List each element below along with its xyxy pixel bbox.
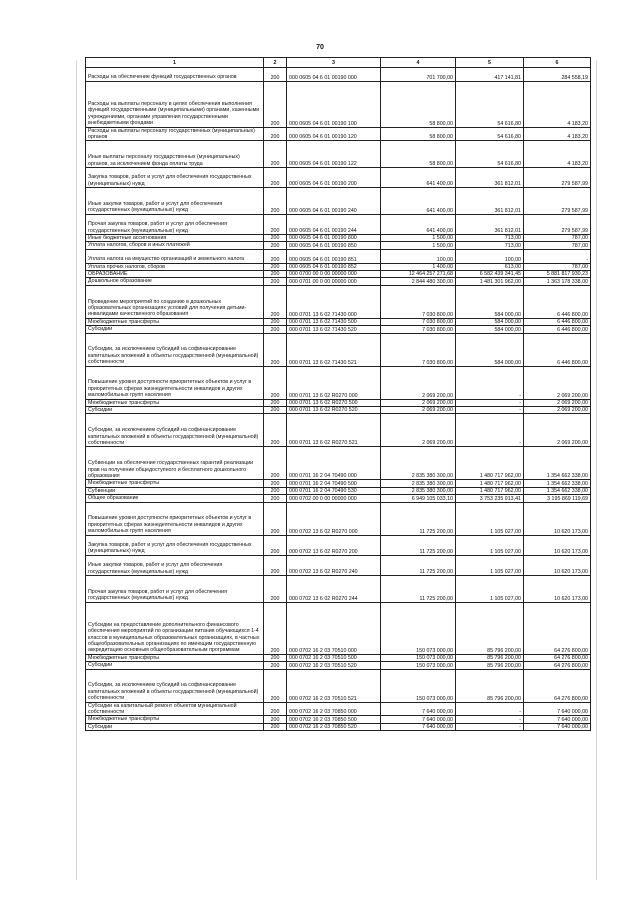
row-remaining: 3 195 869 119,69 <box>524 495 591 502</box>
row-remaining: 1 354 662 338,00 <box>524 480 591 487</box>
table-row <box>86 654 591 661</box>
row-classifier: 000 0605 04 6 01 00190 244 <box>287 214 381 234</box>
row-approved: 701 700,00 <box>381 68 456 82</box>
row-classifier: 000 0702 13 6 02 R0270 240 <box>287 555 381 575</box>
row-name: Межбюджетные трансферты <box>86 318 264 325</box>
row-executed: 85 796 200,00 <box>456 669 524 702</box>
row-code: 200 <box>264 555 287 575</box>
row-approved: 11 725 200,00 <box>381 555 456 575</box>
table-row <box>86 263 591 270</box>
row-executed: - <box>456 716 524 723</box>
row-executed: 1 105 027,00 <box>456 502 524 535</box>
table-header-row <box>86 58 591 68</box>
row-remaining: 6 446 800,00 <box>524 285 591 318</box>
table-row <box>86 81 591 127</box>
row-remaining: 279 587,99 <box>524 188 591 215</box>
row-classifier: 000 0702 16 2 03 70850 000 <box>287 702 381 716</box>
row-remaining: 10 620 173,00 <box>524 576 591 603</box>
row-executed: 1 105 027,00 <box>456 535 524 555</box>
row-code: 200 <box>264 278 287 285</box>
table-row <box>86 333 591 366</box>
row-executed: 584 000,00 <box>456 318 524 325</box>
page-number: 70 <box>316 44 324 51</box>
row-name: Расходы на выплаты персоналу государственных (муниципальных) органов <box>86 127 264 141</box>
table-row <box>86 555 591 575</box>
table-body <box>86 68 591 731</box>
row-name: Субсидии <box>86 723 264 730</box>
row-name: Субвенции на обеспечение государственных гарантий реализации прав на получение общедоступного и бесплатного дошкольного образования <box>86 447 264 480</box>
row-approved: 641 400,00 <box>381 168 456 188</box>
row-remaining: 4 183,20 <box>524 127 591 141</box>
row-classifier: 000 0605 04 6 01 00190 800 <box>287 234 381 241</box>
table-row <box>86 487 591 494</box>
row-name: Уплата налога на имущество организаций и земельного налога <box>86 249 264 263</box>
row-executed: 713,00 <box>456 234 524 241</box>
row-executed: 3 753 235 913,41 <box>456 495 524 502</box>
row-approved: 7 640 000,00 <box>381 723 456 730</box>
table-row <box>86 168 591 188</box>
row-approved: 2 069 200,00 <box>381 407 456 414</box>
row-code: 200 <box>264 399 287 406</box>
row-code: 200 <box>264 487 287 494</box>
row-remaining: 10 620 173,00 <box>524 535 591 555</box>
row-classifier: 000 0605 04 6 01 00190 240 <box>287 188 381 215</box>
row-name: Закупка товаров, работ и услуг для обеспечения государственных (муниципальных) нужд <box>86 535 264 555</box>
row-executed: 85 796 200,00 <box>456 662 524 669</box>
row-classifier: 000 0702 13 6 02 R0270 000 <box>287 502 381 535</box>
row-code: 200 <box>264 366 287 399</box>
table-row <box>86 447 591 480</box>
row-remaining: 2 069 200,00 <box>524 366 591 399</box>
row-remaining: 1 354 662 338,00 <box>524 487 591 494</box>
row-code: 200 <box>264 447 287 480</box>
row-code: 200 <box>264 662 287 669</box>
row-executed: 1 105 027,00 <box>456 555 524 575</box>
row-code: 200 <box>264 333 287 366</box>
row-executed: 584 000,00 <box>456 326 524 333</box>
column-header-3: 3 <box>287 58 381 68</box>
row-executed: 713,00 <box>456 242 524 249</box>
table-row <box>86 249 591 263</box>
table-row <box>86 414 591 447</box>
row-approved: 7 640 000,00 <box>381 716 456 723</box>
row-executed: 361 812,01 <box>456 168 524 188</box>
table-row <box>86 278 591 285</box>
table-row <box>86 214 591 234</box>
row-code: 200 <box>264 326 287 333</box>
row-classifier: 000 0605 04 6 01 00190 850 <box>287 242 381 249</box>
column-header-4: 4 <box>381 58 456 68</box>
table-row <box>86 502 591 535</box>
row-executed: 1 105 027,00 <box>456 576 524 603</box>
row-classifier: 000 0701 13 6 02 71430 000 <box>287 285 381 318</box>
row-remaining: 4 183,20 <box>524 81 591 127</box>
row-classifier: 000 0701 13 6 02 R0270 520 <box>287 407 381 414</box>
row-executed: 417 141,81 <box>456 68 524 82</box>
row-classifier: 000 0701 13 6 02 R0270 521 <box>287 414 381 447</box>
row-executed: 54 616,80 <box>456 81 524 127</box>
row-remaining: 787,00 <box>524 263 591 270</box>
row-approved: 150 073 000,00 <box>381 662 456 669</box>
row-approved: 11 725 200,00 <box>381 576 456 603</box>
row-classifier: 000 0701 13 6 02 R0270 000 <box>287 366 381 399</box>
row-code: 200 <box>264 702 287 716</box>
row-approved: 150 073 000,00 <box>381 669 456 702</box>
row-name: Субсидии <box>86 407 264 414</box>
column-header-6: 6 <box>524 58 591 68</box>
row-classifier: 000 0702 16 2 03 70510 000 <box>287 602 381 654</box>
row-name: Прочая закупка товаров, работ и услуг для обеспечения государственных (муниципальных) нужд <box>86 576 264 603</box>
row-classifier: 000 0605 04 6 01 00190 852 <box>287 263 381 270</box>
row-approved: 2 835 380 300,00 <box>381 480 456 487</box>
table-row <box>86 662 591 669</box>
row-name: Межбюджетные трансферты <box>86 480 264 487</box>
row-classifier: 000 0701 13 6 02 71430 521 <box>287 333 381 366</box>
row-classifier: 000 0701 16 2 04 70490 530 <box>287 487 381 494</box>
row-executed: 54 616,80 <box>456 141 524 168</box>
row-name: Субсидии на предоставление дополнительного финансового обеспечения мероприятий по организации питания обучающихся 1-4 классов в муниципальных образовательных организациях, в частных общеобразовательных организациях по имеющим государственную аккредитацию основным общеобразовательным программам <box>86 602 264 654</box>
row-code: 200 <box>264 414 287 447</box>
row-classifier: 000 0701 16 2 04 70490 000 <box>287 447 381 480</box>
row-approved: 150 073 000,00 <box>381 602 456 654</box>
row-classifier: 000 0700 00 0 00 00000 000 <box>287 270 381 277</box>
table-row <box>86 495 591 502</box>
row-approved: 7 030 800,00 <box>381 318 456 325</box>
row-classifier: 000 0702 16 2 03 70510 521 <box>287 669 381 702</box>
row-classifier: 000 0702 16 2 03 70510 500 <box>287 654 381 661</box>
row-approved: 7 030 800,00 <box>381 326 456 333</box>
row-code: 200 <box>264 285 287 318</box>
row-name: Общее образование <box>86 495 264 502</box>
row-remaining: 64 276 800,00 <box>524 662 591 669</box>
row-classifier: 000 0702 16 2 03 70850 520 <box>287 723 381 730</box>
row-classifier: 000 0605 04 6 01 00190 200 <box>287 168 381 188</box>
row-executed: - <box>456 399 524 406</box>
row-name: Прочая закупка товаров, работ и услуг для обеспечения государственных (муниципальных) нужд <box>86 214 264 234</box>
row-remaining: 4 183,20 <box>524 141 591 168</box>
row-executed: - <box>456 407 524 414</box>
table-row <box>86 366 591 399</box>
row-executed: 85 796 200,00 <box>456 602 524 654</box>
row-approved: 7 030 800,00 <box>381 285 456 318</box>
table-row <box>86 188 591 215</box>
row-remaining: 10 620 173,00 <box>524 555 591 575</box>
row-code: 200 <box>264 318 287 325</box>
row-remaining: 1 354 662 338,00 <box>524 447 591 480</box>
row-approved: 2 069 200,00 <box>381 414 456 447</box>
row-name: Иные закупки товаров, работ и услуг для обеспечения государственных (муниципальных) нужд <box>86 555 264 575</box>
row-approved: 1 500,00 <box>381 242 456 249</box>
row-executed: 613,00 <box>456 263 524 270</box>
row-name: Субсидии, за исключением субсидий на софинансирование капитальных вложений в объекты государственной (муниципальной) собственности <box>86 414 264 447</box>
row-code: 200 <box>264 480 287 487</box>
row-remaining: 6 446 800,00 <box>524 333 591 366</box>
table-row <box>86 480 591 487</box>
row-code: 200 <box>264 576 287 603</box>
row-classifier: 000 0702 00 0 00 00000 000 <box>287 495 381 502</box>
table-row <box>86 326 591 333</box>
row-approved: 2 835 380 300,00 <box>381 487 456 494</box>
row-remaining: 64 276 800,00 <box>524 602 591 654</box>
row-approved: 100,00 <box>381 249 456 263</box>
row-code: 200 <box>264 669 287 702</box>
table-row <box>86 702 591 716</box>
row-approved: 2 835 380 300,00 <box>381 447 456 480</box>
row-executed: - <box>456 702 524 716</box>
table-row <box>86 716 591 723</box>
row-remaining: 279 587,99 <box>524 168 591 188</box>
row-code: 200 <box>264 234 287 241</box>
row-classifier: 000 0701 16 2 04 70490 500 <box>287 480 381 487</box>
row-classifier: 000 0605 04 6 01 00190 120 <box>287 127 381 141</box>
row-name: Расходы на обеспечение функций государственных органов <box>86 68 264 82</box>
budget-table <box>85 57 591 731</box>
row-code: 200 <box>264 723 287 730</box>
row-name: Межбюджетные трансферты <box>86 654 264 661</box>
row-name: Межбюджетные трансферты <box>86 399 264 406</box>
row-approved: 58 800,00 <box>381 141 456 168</box>
row-name: Закупка товаров, работ и услуг для обеспечения государственных (муниципальных) нужд <box>86 168 264 188</box>
row-name: Уплата прочих налогов, сборов <box>86 263 264 270</box>
row-name: Уплата налогов, сборов и иных платежей <box>86 242 264 249</box>
table-row <box>86 127 591 141</box>
row-code: 200 <box>264 270 287 277</box>
row-name: Иные бюджетные ассигнования <box>86 234 264 241</box>
row-remaining: 279 587,99 <box>524 214 591 234</box>
row-classifier: 000 0605 04 6 01 00190 851 <box>287 249 381 263</box>
row-remaining: 2 069 200,00 <box>524 414 591 447</box>
row-approved: 12 464 257 271,68 <box>381 270 456 277</box>
row-code: 200 <box>264 214 287 234</box>
row-approved: 2 069 200,00 <box>381 366 456 399</box>
row-remaining: - <box>524 249 591 263</box>
row-name: Субвенции <box>86 487 264 494</box>
row-executed: - <box>456 366 524 399</box>
row-approved: 58 800,00 <box>381 81 456 127</box>
row-remaining: 787,00 <box>524 242 591 249</box>
row-executed: 361 812,01 <box>456 188 524 215</box>
row-approved: 1 500,00 <box>381 234 456 241</box>
column-header-2: 2 <box>264 58 287 68</box>
row-remaining: 10 620 173,00 <box>524 502 591 535</box>
row-name: Повышение уровня доступности приоритетных объектов и услуг в приоритетных сферах жизнедеятельности инвалидов и других маломобильных групп населения <box>86 502 264 535</box>
column-header-5: 5 <box>456 58 524 68</box>
row-approved: 1 400,00 <box>381 263 456 270</box>
table-row <box>86 602 591 654</box>
table-row <box>86 535 591 555</box>
row-classifier: 000 0702 16 2 03 70850 500 <box>287 716 381 723</box>
row-code: 200 <box>264 81 287 127</box>
row-remaining: 6 446 800,00 <box>524 326 591 333</box>
table-row <box>86 723 591 730</box>
table-row <box>86 270 591 277</box>
row-code: 200 <box>264 127 287 141</box>
row-executed: 584 000,00 <box>456 333 524 366</box>
table-row <box>86 242 591 249</box>
row-remaining: 787,00 <box>524 234 591 241</box>
row-name: ОБРАЗОВАНИЕ <box>86 270 264 277</box>
row-approved: 11 725 200,00 <box>381 502 456 535</box>
row-executed: 1 480 717 962,00 <box>456 487 524 494</box>
row-name: Межбюджетные трансферты <box>86 716 264 723</box>
row-approved: 641 400,00 <box>381 188 456 215</box>
table-row <box>86 68 591 82</box>
row-approved: 2 069 200,00 <box>381 399 456 406</box>
row-code: 200 <box>264 716 287 723</box>
row-approved: 7 030 800,00 <box>381 333 456 366</box>
row-code: 200 <box>264 602 287 654</box>
row-classifier: 000 0701 00 0 00 00000 000 <box>287 278 381 285</box>
row-code: 200 <box>264 168 287 188</box>
row-executed: 1 480 717 962,00 <box>456 447 524 480</box>
row-classifier: 000 0702 13 6 02 R0270 200 <box>287 535 381 555</box>
row-approved: 58 800,00 <box>381 127 456 141</box>
row-executed: 100,00 <box>456 249 524 263</box>
row-approved: 2 844 480 300,00 <box>381 278 456 285</box>
row-name: Субсидии <box>86 326 264 333</box>
row-code: 200 <box>264 188 287 215</box>
row-code: 200 <box>264 495 287 502</box>
row-remaining: 2 069 200,00 <box>524 407 591 414</box>
row-code: 200 <box>264 263 287 270</box>
row-approved: 7 640 000,00 <box>381 702 456 716</box>
row-name: Иные выплаты персоналу государственных (муниципальных) органов, за исключением фонда оплаты труда <box>86 141 264 168</box>
row-name: Субсидии, за исключением субсидий на софинансирование капитальных вложений в объекты государственной (муниципальной) собственности <box>86 669 264 702</box>
row-classifier: 000 0701 13 6 02 71430 520 <box>287 326 381 333</box>
row-remaining: 2 069 200,00 <box>524 399 591 406</box>
table-row <box>86 141 591 168</box>
row-classifier: 000 0702 13 6 02 R0270 244 <box>287 576 381 603</box>
row-executed: 361 812,01 <box>456 214 524 234</box>
row-remaining: 64 276 800,00 <box>524 654 591 661</box>
row-code: 200 <box>264 407 287 414</box>
row-name: Субсидии, за исключением субсидий на софинансирование капитальных вложений в объекты государственной (муниципальной) собственности <box>86 333 264 366</box>
row-name: Субсидии на капитальный ремонт объектов муниципальной собственности <box>86 702 264 716</box>
row-executed: 6 582 439 341,45 <box>456 270 524 277</box>
table-row <box>86 285 591 318</box>
table-row <box>86 576 591 603</box>
row-code: 200 <box>264 654 287 661</box>
row-executed: 1 481 301 962,00 <box>456 278 524 285</box>
row-name: Дошкольное образование <box>86 278 264 285</box>
row-executed: 54 616,80 <box>456 127 524 141</box>
row-remaining: 64 276 800,00 <box>524 669 591 702</box>
row-approved: 641 400,00 <box>381 214 456 234</box>
row-approved: 6 949 105 033,10 <box>381 495 456 502</box>
row-remaining: 284 558,19 <box>524 68 591 82</box>
row-executed: - <box>456 723 524 730</box>
row-approved: 11 725 200,00 <box>381 535 456 555</box>
row-code: 200 <box>264 535 287 555</box>
table-row <box>86 234 591 241</box>
row-executed: 1 480 717 962,00 <box>456 480 524 487</box>
scan-mark-left <box>76 60 77 880</box>
row-name: Повышение уровня доступности приоритетных объектов и услуг в приоритетных сферах жизнедеятельности инвалидов и других маломобильных групп населения <box>86 366 264 399</box>
column-header-1: 1 <box>86 58 264 68</box>
row-name: Субсидии <box>86 662 264 669</box>
row-name: Расходы на выплаты персоналу в целях обеспечения выполнения функций государственными (муниципальными) органами, казенными учреждениями, органами управления государственными внебюджетными фондами <box>86 81 264 127</box>
row-executed: - <box>456 414 524 447</box>
row-remaining: 7 640 000,00 <box>524 716 591 723</box>
row-code: 200 <box>264 249 287 263</box>
row-remaining: 1 363 178 338,00 <box>524 278 591 285</box>
row-code: 200 <box>264 141 287 168</box>
row-remaining: 6 446 800,00 <box>524 318 591 325</box>
row-classifier: 000 0702 16 2 03 70510 520 <box>287 662 381 669</box>
table-row <box>86 318 591 325</box>
row-code: 200 <box>264 242 287 249</box>
table-row <box>86 669 591 702</box>
row-remaining: 5 881 817 930,23 <box>524 270 591 277</box>
row-classifier: 000 0605 04 6 01 00190 122 <box>287 141 381 168</box>
row-name: Проведение мероприятий по созданию в дошкольных образовательных организациях условий для получения детьми-инвалидами качественного образования <box>86 285 264 318</box>
row-classifier: 000 0701 13 6 02 71430 500 <box>287 318 381 325</box>
row-classifier: 000 0605 04 6 01 00190 100 <box>287 81 381 127</box>
row-executed: 85 796 200,00 <box>456 654 524 661</box>
row-code: 200 <box>264 68 287 82</box>
table-row <box>86 407 591 414</box>
table-row <box>86 399 591 406</box>
row-executed: 584 000,00 <box>456 285 524 318</box>
row-code: 200 <box>264 502 287 535</box>
scan-mark-right <box>596 60 597 880</box>
row-remaining: 7 640 000,00 <box>524 702 591 716</box>
row-name: Иные закупки товаров, работ и услуг для обеспечения государственных (муниципальных) нужд <box>86 188 264 215</box>
row-remaining: 7 640 000,00 <box>524 723 591 730</box>
row-classifier: 000 0605 04 6 01 00190 000 <box>287 68 381 82</box>
row-classifier: 000 0701 13 6 02 R0270 500 <box>287 399 381 406</box>
row-approved: 150 073 000,00 <box>381 654 456 661</box>
